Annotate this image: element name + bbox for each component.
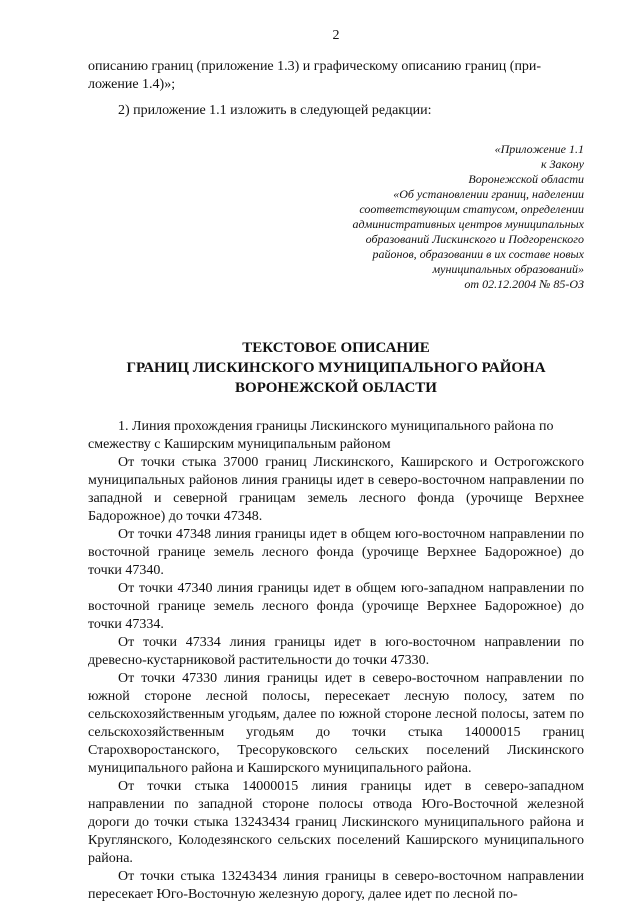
appendix-line: «Об установлении границ, наделении <box>393 187 584 201</box>
title-line: ВОРОНЕЖСКОЙ ОБЛАСТИ <box>235 380 437 396</box>
appendix-line: районов, образовании в их составе новых <box>372 247 584 261</box>
intro-line-2: ложение 1.4)»; <box>88 77 176 92</box>
appendix-header <box>338 142 584 292</box>
appendix-line: соответствующим статусом, определении <box>359 202 584 216</box>
section-heading-line: 1. Линия прохождения границы Лискинского муниципального района по <box>118 419 554 434</box>
section-heading-cont: смежеству с Каширским муниципальным районом <box>88 437 391 452</box>
appendix-line: «Приложение 1.1 <box>494 142 584 156</box>
appendix-line: к Закону <box>541 157 584 171</box>
intro-text <box>88 58 584 120</box>
appendix-line: административных центров муниципальных <box>352 217 584 231</box>
paragraph: От точки стыка 14000015 линия границы идет в северо-западном направлении по западной стороне полосы отвода Юго-Восточной железной дороги до точки стыка 13243434 границ Лискинского муниципального района и Круглянского, Колодезянского сельских поселений Каширского муниципального района. <box>88 779 584 866</box>
title-line: ТЕКСТОВОЕ ОПИСАНИЕ <box>242 340 430 356</box>
page-number: 2 <box>332 28 340 43</box>
section-heading <box>88 418 584 436</box>
appendix-line: муниципальных образований» <box>432 262 584 276</box>
paragraph: От точки 47348 линия границы идет в общем юго-восточном направлении по восточной границе земель лесного фонда (урочище Верхнее Бадорожное) до точки 47340. <box>88 527 584 578</box>
paragraph: От точки стыка 37000 границ Лискинского, Каширского и Острогожского муниципальных районов линия границы идет в северо-восточном направлении по западной и северной границам земель лесного фонда (урочище Верхнее Бадорожное) до точки 47348. <box>88 455 584 524</box>
appendix-line: образований Лискинского и Подгоренского <box>365 232 584 246</box>
document-title <box>88 338 584 398</box>
paragraph: От точки 47334 линия границы идет в юго-восточном направлении по древесно-кустарниковой растительности до точки 47330. <box>88 635 584 668</box>
paragraph: От точки 47330 линия границы идет в северо-восточном направлении по южной стороне лесной полосы, пересекает лесную полосу, затем по сельскохозяйственным угодьям, далее по южной стороне лесной полосы, затем по сельскохозяйственным угодьям до точки стыка 14000015 границ Старохворостанского, Тресоруковского сельских поселений Лискинского муниципального района и Каширского муниципального района. <box>88 671 584 776</box>
title-line: ГРАНИЦ ЛИСКИНСКОГО МУНИЦИПАЛЬНОГО РАЙОНА <box>126 360 546 376</box>
paragraph: От точки 47340 линия границы идет в общем юго-западном направлении по восточной границе земель лесного фонда (урочище Верхнее Бадорожное) до точки 47334. <box>88 581 584 632</box>
intro-item-2: 2) приложение 1.1 изложить в следующей редакции: <box>118 103 432 118</box>
appendix-line: от 02.12.2004 № 85-ОЗ <box>464 277 584 291</box>
section-1 <box>88 418 584 904</box>
paragraph: От точки стыка 13243434 линия границы в северо-восточном направлении пересекает Юго-Восточную железную дорогу, далее идет по лесной по- <box>88 869 584 902</box>
appendix-line: Воронежской области <box>468 172 584 186</box>
intro-line-1: описанию границ (приложение 1.3) и графическому описанию границ (при- <box>88 59 542 74</box>
